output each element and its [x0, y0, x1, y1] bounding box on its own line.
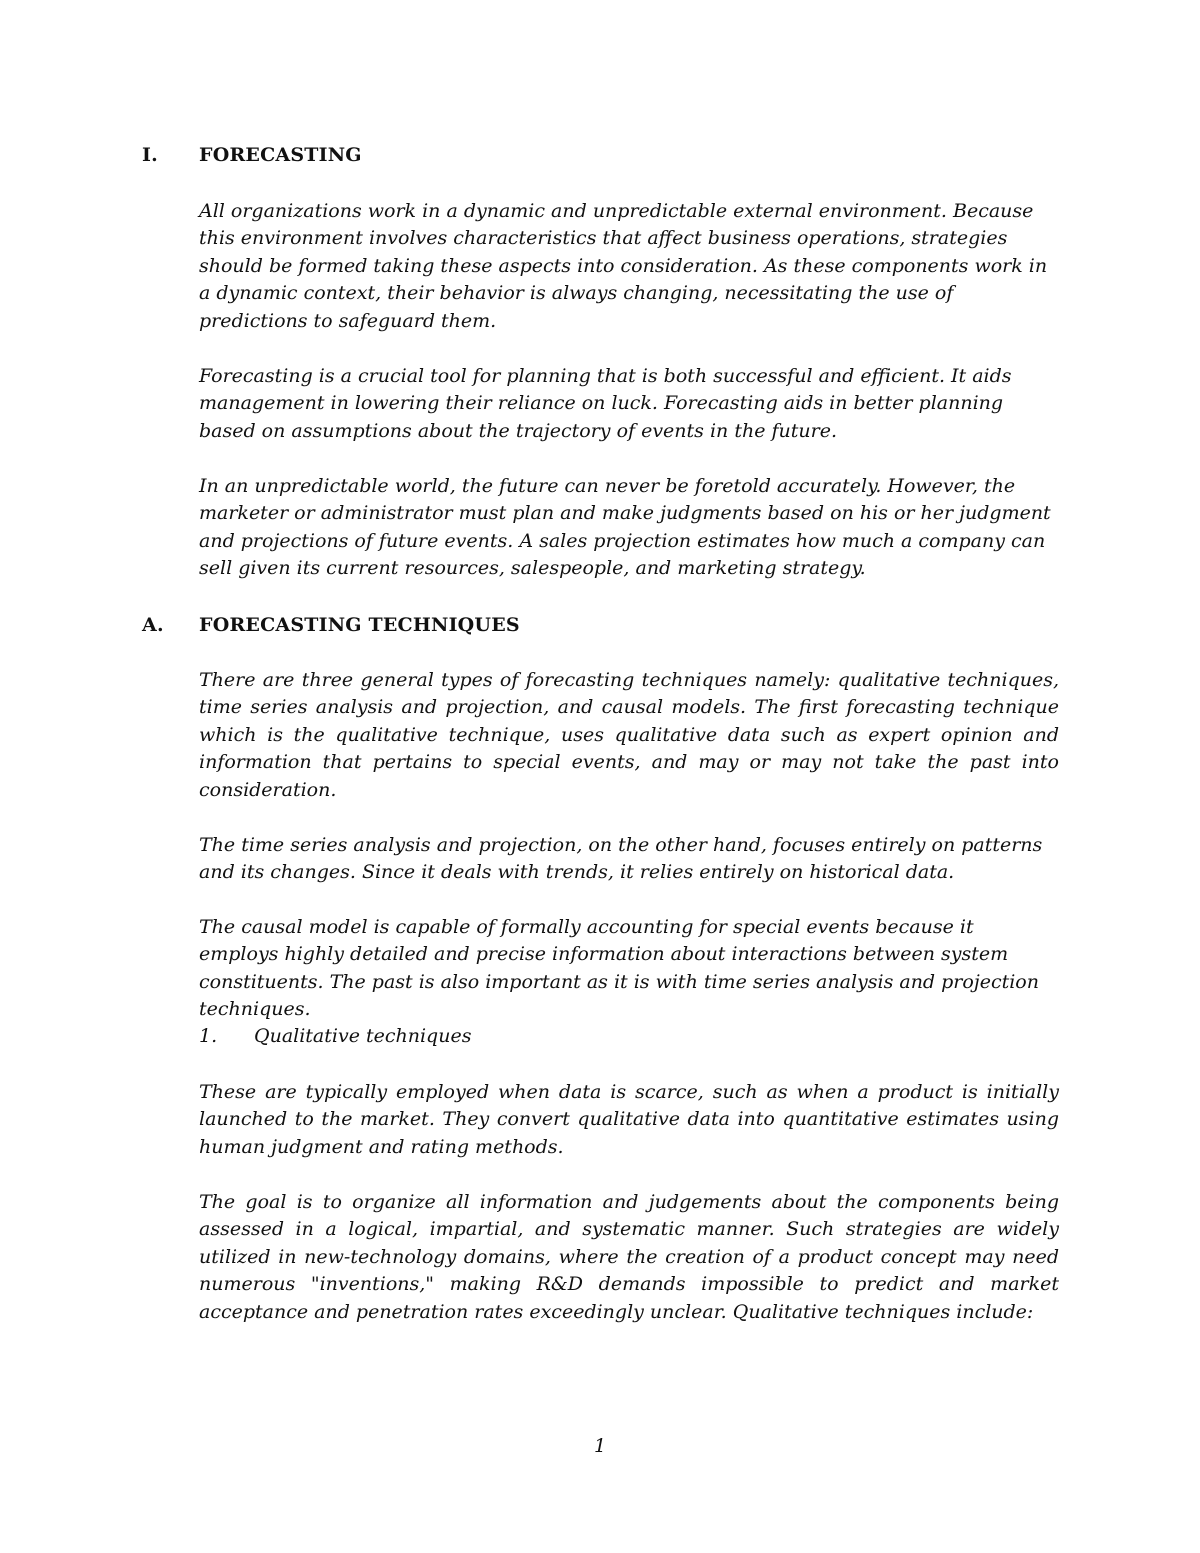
subsection-title: Qualitative techniques [254, 1025, 472, 1047]
section-title: FORECASTING [199, 144, 362, 166]
paragraph: The time series analysis and projection, on the other hand, focuses entirely on patterns and its changes. Since it deals with trends, it relies entirely on historical data. [199, 834, 1043, 884]
section-title: FORECASTING TECHNIQUES [199, 614, 520, 636]
paragraph: In an unpredictable world, the future can never be foretold accurately. However, the marketer or administrator must plan and make judgments based on his or her judgment and projections of future events. A sales projection estimates how much a company can sell given its current resources, salespeople, and marketing strategy. [199, 475, 1051, 580]
paragraph: The causal model is capable of formally accounting for special events because it employs highly detailed and precise information about interactions between system constituents. The past is also important as it is with time series analysis and projection techniques. [199, 916, 1039, 1021]
paragraph: These are typically employed when data is scarce, such as when a product is initially launched to the market. They convert qualitative data into quantitative estimates using human judgment and rating methods. [199, 1081, 1059, 1158]
paragraph: All organizations work in a dynamic and unpredictable external environment. Because this environment involves characteristics that affect business operations, strategies should be formed taking these aspects into consideration. As these components work in a dynamic context, their behavior is always changing, necessitating the use of predictions to safeguard them. [199, 200, 1048, 332]
subsection-number: 1. [199, 1025, 218, 1047]
section-number: A. [142, 614, 164, 636]
paragraph: Forecasting is a crucial tool for planning that is both successful and efficient. It aids management in lowering their reliance on luck. Forecasting aids in better planning based on assumptions about the trajectory of events in the future. [199, 365, 1012, 442]
paragraph: The goal is to organize all information and judgements about the components being assessed in a logical, impartial, and systematic manner. Such strategies are widely utilized in new-technology domains, where the creation of a product concept may need numerous "inventions," making R&D demands impossible to predict and market acceptance and penetration rates exceedingly unclear. Qualitative techniques include: [199, 1191, 1059, 1323]
section-heading-forecasting-techniques [142, 614, 520, 636]
section-number: I. [142, 144, 158, 166]
paragraph: There are three general types of forecasting techniques namely: qualitative techniques, time series analysis and projection, and causal models. The first forecasting technique which is the qualitative technique, uses qualitative data such as expert opinion and information that pertains to special events, and may or may not take the past into consideration. [199, 669, 1059, 801]
page-number: 1 [593, 1435, 607, 1457]
subsection-heading-qualitative-techniques [199, 1025, 471, 1047]
section-heading-forecasting [142, 144, 362, 166]
